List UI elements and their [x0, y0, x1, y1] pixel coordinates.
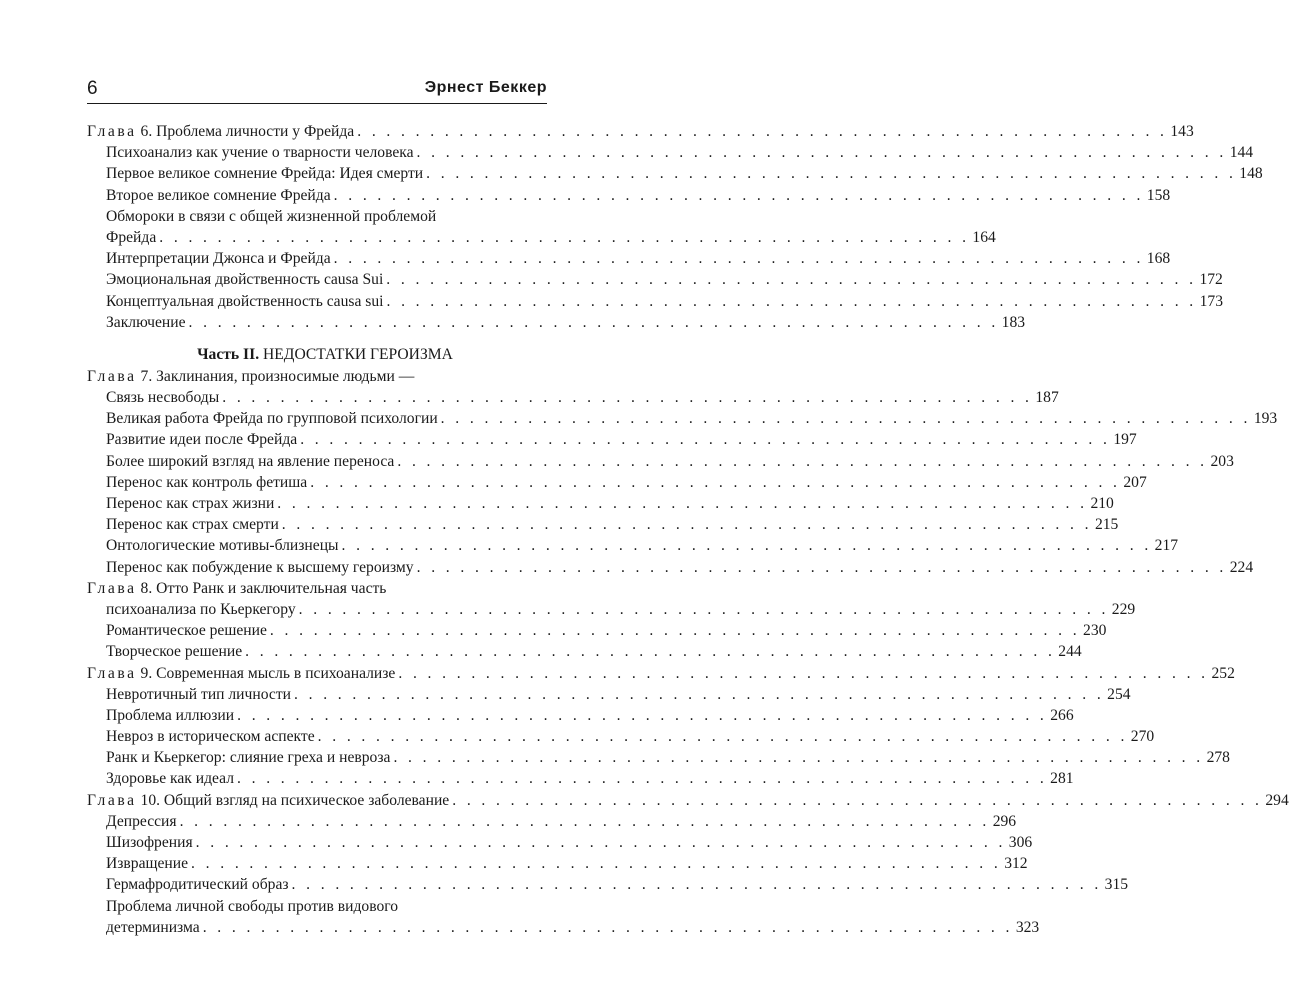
toc-entry-title	[106, 291, 383, 312]
toc-page-number: 323	[1015, 918, 1040, 936]
toc-entry-title	[87, 790, 449, 811]
part-heading	[87, 343, 545, 366]
dot-leader: . . . . . . . . . . . . . . . . . . . . . . . . . . . . . . . . . . . . . . . . . . . . . . . . . . . . . . . .	[188, 313, 999, 331]
dot-leader: . . . . . . . . . . . . . . . . . . . . . . . . . . . . . . . . . . . . . . . . . . . . . . . . . . . . . . . .	[397, 452, 1208, 470]
toc-entry-title	[106, 641, 242, 662]
chapter-entry[interactable]	[87, 599, 1136, 620]
dot-leader: . . . . . . . . . . . . . . . . . . . . . . . . . . . . . . . . . . . . . . . . . . . . . . . . . . . . . . . .	[222, 389, 1033, 407]
chapter-title: 8. Отто Ранк и заключительная часть	[140, 579, 387, 597]
chapter-heading	[87, 366, 545, 387]
toc-entry-title	[106, 429, 297, 450]
toc-entry-title	[106, 726, 315, 747]
chapter-title: 10. Общий взгляд на психическое заболевание	[140, 791, 450, 809]
chapter-title-cont: психоанализа по Кьеркегору	[106, 600, 296, 618]
chapter-title: 6. Проблема личности у Фрейда	[140, 123, 355, 140]
toc-page-number: 252	[1211, 664, 1235, 682]
toc-entry-line1	[87, 896, 545, 917]
toc-entry[interactable]	[87, 493, 1114, 514]
toc-entry[interactable]	[87, 312, 1026, 333]
toc-entry-title	[106, 142, 414, 163]
toc-page-number: 224	[1229, 558, 1254, 576]
toc-entry-text: Шизофрения	[106, 834, 193, 851]
toc-entry-title	[106, 163, 423, 184]
toc-page-number: 197	[1113, 431, 1137, 449]
chapter-title: 7. Заклинания, произносимые людьми —	[140, 367, 415, 385]
toc-entry-text: Перенос как побуждение к высшему героизму	[106, 558, 414, 576]
dot-leader: . . . . . . . . . . . . . . . . . . . . . . . . . . . . . . . . . . . . . . . . . . . . . . . . . . . . . . . .	[237, 770, 1048, 788]
toc-entry[interactable]	[87, 451, 1234, 472]
toc-page-number: 172	[1199, 271, 1223, 289]
dot-leader: . . . . . . . . . . . . . . . . . . . . . . . . . . . . . . . . . . . . . . . . . . . . . . . . . . . . . . . .	[300, 431, 1111, 449]
toc-entry[interactable]	[87, 557, 1254, 578]
toc-entry-title	[106, 227, 156, 248]
toc-entry-text: Великая работа Фрейда по групповой психологии	[106, 410, 438, 428]
toc-entry-text: Депрессия	[106, 812, 177, 830]
dot-leader: . . . . . . . . . . . . . . . . . . . . . . . . . . . . . . . . . . . . . . . . . . . . . . . . . . . . . . . .	[310, 473, 1121, 491]
toc-entry-text: Гермафродитический образ	[106, 876, 289, 894]
toc-page-number: 183	[1001, 313, 1026, 331]
toc-page-number: 143	[1170, 123, 1194, 140]
toc-entry[interactable]	[87, 641, 1082, 662]
toc-entry-title	[106, 387, 219, 408]
toc-page-number: 244	[1058, 643, 1082, 661]
toc-entry[interactable]	[87, 269, 1223, 290]
toc-entry[interactable]	[87, 917, 1040, 938]
toc-page-number: 296	[992, 812, 1017, 830]
toc-entry-text: Проблема иллюзии	[106, 706, 235, 724]
toc-entry-text: Интерпретации Джонса и Фрейда	[106, 250, 331, 268]
dot-leader: . . . . . . . . . . . . . . . . . . . . . . . . . . . . . . . . . . . . . . . . . . . . . . . . . . . . . . . .	[317, 728, 1128, 746]
dot-leader: . . . . . . . . . . . . . . . . . . . . . . . . . . . . . . . . . . . . . . . . . . . . . . . . . . . . . . . .	[416, 558, 1227, 576]
dot-leader: . . . . . . . . . . . . . . . . . . . . . . . . . . . . . . . . . . . . . . . . . . . . . . . . . . . . . . . .	[191, 855, 1002, 873]
toc-entry-text: Перенос как контроль фетиша	[106, 473, 308, 491]
toc-entry[interactable]	[87, 768, 1074, 789]
toc-entry-title	[106, 705, 234, 726]
toc-entry-title	[106, 514, 279, 535]
toc-entry[interactable]	[87, 747, 1230, 768]
toc-page-number: 144	[1229, 144, 1254, 162]
dot-leader: . . . . . . . . . . . . . . . . . . . . . . . . . . . . . . . . . . . . . . . . . . . . . . . . . . . . . . . .	[333, 186, 1144, 204]
toc-entry-title	[106, 269, 383, 290]
toc-entry-title	[106, 917, 200, 938]
part-title: НЕДОСТАТКИ ГЕРОИЗМА	[263, 345, 453, 363]
toc-entry-text: Психоанализ как учение о тварности человека	[106, 144, 414, 162]
toc-page-number: 158	[1146, 186, 1171, 204]
dot-leader: . . . . . . . . . . . . . . . . . . . . . . . . . . . . . . . . . . . . . . . . . . . . . . . . . . . . . . . .	[159, 228, 970, 246]
toc-entry[interactable]	[87, 853, 1028, 874]
page-header	[87, 74, 547, 104]
toc-entry-title-cont: Фрейда	[106, 228, 157, 246]
toc-page-number: 306	[1008, 834, 1033, 851]
toc-entry-text: Романтическое решение	[106, 622, 267, 640]
toc-entry-text: Невроз в историческом аспекте	[106, 728, 315, 746]
dot-leader: . . . . . . . . . . . . . . . . . . . . . . . . . . . . . . . . . . . . . . . . . . . . . . . . . . . . . . . .	[202, 918, 1013, 936]
dot-leader: . . . . . . . . . . . . . . . . . . . . . . . . . . . . . . . . . . . . . . . . . . . . . . . . . . . . . . . .	[386, 292, 1197, 310]
toc-page-number: 229	[1111, 600, 1136, 618]
toc-entry[interactable]	[87, 142, 1254, 163]
toc-entry-title	[106, 874, 289, 895]
toc-page-number: 203	[1210, 452, 1234, 470]
toc-entry[interactable]	[87, 705, 1074, 726]
toc-entry-text: Более широкий взгляд на явление переноса	[106, 452, 395, 470]
toc-page-number: 266	[1050, 706, 1074, 724]
dot-leader: . . . . . . . . . . . . . . . . . . . . . . . . . . . . . . . . . . . . . . . . . . . . . . . . . . . . . . . .	[416, 144, 1227, 162]
toc-entry-text: Связь несвободы	[106, 389, 220, 407]
toc-entry-title	[87, 663, 395, 684]
dot-leader: . . . . . . . . . . . . . . . . . . . . . . . . . . . . . . . . . . . . . . . . . . . . . . . . . . . . . . . .	[357, 123, 1168, 140]
toc-page-number: 270	[1130, 728, 1155, 746]
dot-leader: . . . . . . . . . . . . . . . . . . . . . . . . . . . . . . . . . . . . . . . . . . . . . . . . . . . . . . . .	[277, 495, 1088, 512]
dot-leader: . . . . . . . . . . . . . . . . . . . . . . . . . . . . . . . . . . . . . . . . . . . . . . . . . . . . . . . .	[341, 537, 1152, 555]
toc-entry-title	[106, 684, 291, 705]
chapter-entry[interactable]	[87, 790, 1289, 811]
toc-page-number: 164	[972, 228, 996, 246]
toc-page-number: 173	[1199, 292, 1224, 310]
dot-leader: . . . . . . . . . . . . . . . . . . . . . . . . . . . . . . . . . . . . . . . . . . . . . . . . . . . . . . . .	[245, 643, 1056, 661]
dot-leader: . . . . . . . . . . . . . . . . . . . . . . . . . . . . . . . . . . . . . . . . . . . . . . . . . . . . . . . .	[426, 165, 1237, 183]
toc-entry-text: Невротичный тип личности	[106, 685, 291, 703]
toc-entry-text: Перенос как страх жизни	[106, 495, 275, 512]
toc-entry-title	[106, 472, 307, 493]
toc-entry[interactable]	[87, 620, 1107, 641]
header-rule	[87, 103, 547, 104]
toc-entry[interactable]	[87, 387, 1059, 408]
dot-leader: . . . . . . . . . . . . . . . . . . . . . . . . . . . . . . . . . . . . . . . . . . . . . . . . . . . . . . . .	[237, 706, 1048, 724]
dot-leader: . . . . . . . . . . . . . . . . . . . . . . . . . . . . . . . . . . . . . . . . . . . . . . . . . . . . . . . .	[398, 664, 1209, 682]
toc-page-number: 281	[1050, 770, 1074, 788]
part-label: Часть II.	[197, 345, 260, 363]
toc-page-number: 217	[1154, 537, 1179, 555]
toc-entry-title	[106, 853, 188, 874]
toc-entry-title	[106, 248, 331, 269]
toc-entry-title	[106, 535, 339, 556]
dot-leader: . . . . . . . . . . . . . . . . . . . . . . . . . . . . . . . . . . . . . . . . . . . . . . . . . . . . . . . .	[298, 600, 1109, 618]
toc-entry[interactable]	[87, 291, 1224, 312]
toc-entry-text: Развитие идеи после Фрейда	[106, 431, 298, 449]
chapter-prefix: Глава	[87, 123, 137, 140]
toc-entry[interactable]	[87, 514, 1119, 535]
toc-entry-title	[106, 768, 234, 789]
chapter-entry[interactable]	[87, 121, 1194, 142]
toc-entry[interactable]	[87, 185, 1171, 206]
toc-entry-title	[106, 811, 177, 832]
toc-entry-text: Онтологические мотивы-близнецы	[106, 537, 339, 555]
toc-entry-title	[106, 408, 438, 429]
toc-entry-text: Второе великое сомнение Фрейда	[106, 186, 331, 204]
toc-entry-title	[106, 620, 267, 641]
toc-entry[interactable]	[87, 811, 1017, 832]
toc-entry[interactable]	[87, 408, 1278, 429]
chapter-prefix: Глава	[87, 664, 137, 682]
toc-entry-title	[106, 493, 274, 514]
chapter-prefix: Глава	[87, 367, 137, 385]
toc-entry-text: Перенос как страх смерти	[106, 516, 279, 534]
toc-entry-title	[106, 451, 394, 472]
toc-entry-text: Заключение	[106, 313, 186, 331]
toc-page-number: 294	[1265, 791, 1289, 809]
toc-page-number: 230	[1083, 622, 1107, 640]
dot-leader: . . . . . . . . . . . . . . . . . . . . . . . . . . . . . . . . . . . . . . . . . . . . . . . . . . . . . . . .	[281, 516, 1092, 534]
dot-leader: . . . . . . . . . . . . . . . . . . . . . . . . . . . . . . . . . . . . . . . . . . . . . . . . . . . . . . . .	[179, 812, 990, 830]
toc-entry-title	[106, 599, 296, 620]
toc-page-number: 210	[1090, 495, 1114, 512]
dot-leader: . . . . . . . . . . . . . . . . . . . . . . . . . . . . . . . . . . . . . . . . . . . . . . . . . . . . . . . .	[440, 410, 1251, 428]
toc-entry-title-cont: детерминизма	[106, 918, 200, 936]
toc-page-number: 168	[1146, 250, 1171, 268]
toc-entry-text: Первое великое сомнение Фрейда: Идея смерти	[106, 165, 424, 183]
toc-entry[interactable]	[87, 684, 1131, 705]
toc-entry-title: Проблема личной свободы против видового	[106, 897, 399, 915]
dot-leader: . . . . . . . . . . . . . . . . . . . . . . . . . . . . . . . . . . . . . . . . . . . . . . . . . . . . . . . .	[452, 791, 1263, 809]
dot-leader: . . . . . . . . . . . . . . . . . . . . . . . . . . . . . . . . . . . . . . . . . . . . . . . . . . . . . . . .	[291, 876, 1102, 894]
dot-leader: . . . . . . . . . . . . . . . . . . . . . . . . . . . . . . . . . . . . . . . . . . . . . . . . . . . . . . . .	[333, 250, 1144, 268]
toc-entry-title	[106, 557, 414, 578]
toc-entry-title	[87, 121, 354, 142]
toc-entry-title	[106, 747, 390, 768]
toc-page-number: 315	[1104, 876, 1129, 894]
dot-leader: . . . . . . . . . . . . . . . . . . . . . . . . . . . . . . . . . . . . . . . . . . . . . . . . . . . . . . . .	[195, 834, 1006, 851]
toc-entry-title	[106, 832, 193, 853]
toc-page-number: 187	[1035, 389, 1059, 407]
toc-entry-text: Извращение	[106, 855, 189, 873]
table-of-contents	[87, 121, 1289, 938]
toc-page-number: 254	[1107, 685, 1131, 703]
toc-page-number: 193	[1253, 410, 1278, 428]
toc-entry-title: Обмороки в связи с общей жизненной проблемой	[106, 207, 437, 225]
toc-entry[interactable]	[87, 472, 1147, 493]
running-author: Эрнест Беккер	[424, 79, 547, 96]
chapter-title: 9. Современная мысль в психоанализе	[140, 664, 396, 682]
dot-leader: . . . . . . . . . . . . . . . . . . . . . . . . . . . . . . . . . . . . . . . . . . . . . . . . . . . . . . . .	[269, 622, 1081, 640]
dot-leader: . . . . . . . . . . . . . . . . . . . . . . . . . . . . . . . . . . . . . . . . . . . . . . . . . . . . . . . .	[393, 749, 1204, 767]
toc-page-number: 312	[1004, 855, 1028, 873]
page-number: 6	[87, 78, 98, 99]
toc-entry[interactable]	[87, 227, 996, 248]
chapter-prefix: Глава	[87, 791, 137, 809]
toc-entry-text: Эмоциональная двойственность causa Sui	[106, 271, 384, 289]
toc-entry[interactable]	[87, 832, 1033, 853]
chapter-prefix: Глава	[87, 579, 137, 597]
toc-page-number: 148	[1239, 165, 1263, 183]
toc-entry[interactable]	[87, 535, 1179, 556]
toc-entry-title	[106, 185, 331, 206]
toc-entry[interactable]	[87, 874, 1129, 895]
chapter-entry[interactable]	[87, 663, 1235, 684]
toc-entry-text: Здоровье как идеал	[106, 770, 235, 788]
dot-leader: . . . . . . . . . . . . . . . . . . . . . . . . . . . . . . . . . . . . . . . . . . . . . . . . . . . . . . . .	[386, 271, 1197, 289]
toc-page-number: 278	[1206, 749, 1230, 767]
toc-page-number: 207	[1123, 473, 1147, 491]
toc-entry-line1	[87, 206, 545, 227]
toc-entry[interactable]	[87, 163, 1263, 184]
toc-entry-title	[106, 312, 186, 333]
toc-entry[interactable]	[87, 429, 1137, 450]
toc-page-number: 215	[1094, 516, 1119, 534]
toc-entry[interactable]	[87, 726, 1155, 747]
toc-entry[interactable]	[87, 248, 1171, 269]
toc-entry-text: Концептуальная двойственность causa sui	[106, 292, 384, 310]
toc-entry-text: Творческое решение	[106, 643, 243, 661]
chapter-heading	[87, 578, 545, 599]
toc-entry-text: Ранк и Кьеркегор: слияние греха и невроза	[106, 749, 391, 767]
dot-leader: . . . . . . . . . . . . . . . . . . . . . . . . . . . . . . . . . . . . . . . . . . . . . . . . . . . . . . . .	[294, 685, 1105, 703]
